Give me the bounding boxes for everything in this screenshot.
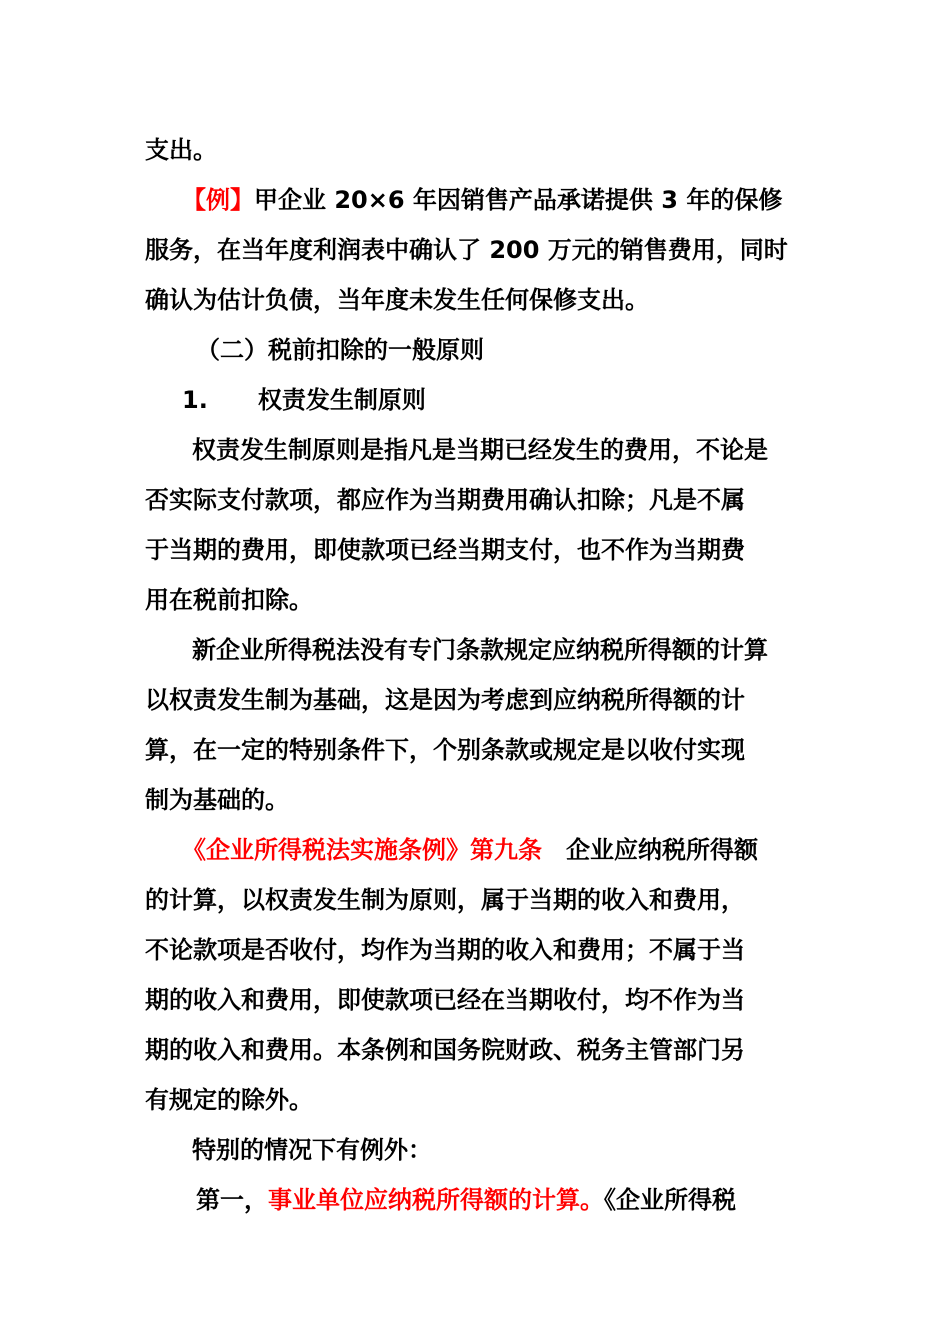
paragraph-line: 第一，事业单位应纳税所得额的计算。《企业所得税 [196,1186,736,1214]
subsection-heading: 1. 权责发生制原则 [182,386,426,414]
paragraph-line: 确认为估计负债，当年度未发生任何保修支出。 [145,286,649,314]
regulation-line: 《企业所得税法实施条例》第九条 企业应纳税所得额 [182,836,758,864]
paragraph-line: 算，在一定的特别条件下，个别条款或规定是以收付实现 [145,736,745,764]
paragraph-line: 有规定的除外。 [145,1086,313,1114]
section-heading: （二）税前扣除的一般原则 [196,336,484,364]
paragraph-line: 于当期的费用，即使款项已经当期支付，也不作为当期费 [145,536,745,564]
example-line: 【例】甲企业 20×6 年因销售产品承诺提供 3 年的保修 [182,186,783,214]
paragraph-line: 用在税前扣除。 [145,586,313,614]
paragraph-line: 的计算，以权责发生制为原则，属于当期的收入和费用， [145,886,745,914]
paragraph-line: 期的收入和费用。本条例和国务院财政、税务主管部门另 [145,1036,745,1064]
paragraph-line: 以权责发生制为基础，这是因为考虑到应纳税所得额的计 [145,686,745,714]
paragraph-line: 不论款项是否收付，均作为当期的收入和费用；不属于当 [145,936,745,964]
paragraph-line: 服务，在当年度利润表中确认了 200 万元的销售费用，同时 [145,236,788,264]
paragraph-line: 否实际支付款项，都应作为当期费用确认扣除；凡是不属 [145,486,745,514]
paragraph-line: 新企业所得税法没有专门条款规定应纳税所得额的计算 [192,636,768,664]
example-tag: 【例】 [182,186,254,214]
paragraph-line: 支出。 [145,136,217,164]
paragraph-line: 特别的情况下有例外： [192,1136,432,1164]
regulation-citation: 《企业所得税法实施条例》第九条 [182,836,542,864]
paragraph-line: 权责发生制原则是指凡是当期已经发生的费用，不论是 [192,436,768,464]
paragraph-line: 制为基础的。 [145,786,289,814]
paragraph-line: 期的收入和费用，即使款项已经在当期收付，均不作为当 [145,986,745,1014]
highlighted-phrase: 事业单位应纳税所得额的计算。 [268,1186,604,1214]
subsection-number: 1. [182,386,208,414]
